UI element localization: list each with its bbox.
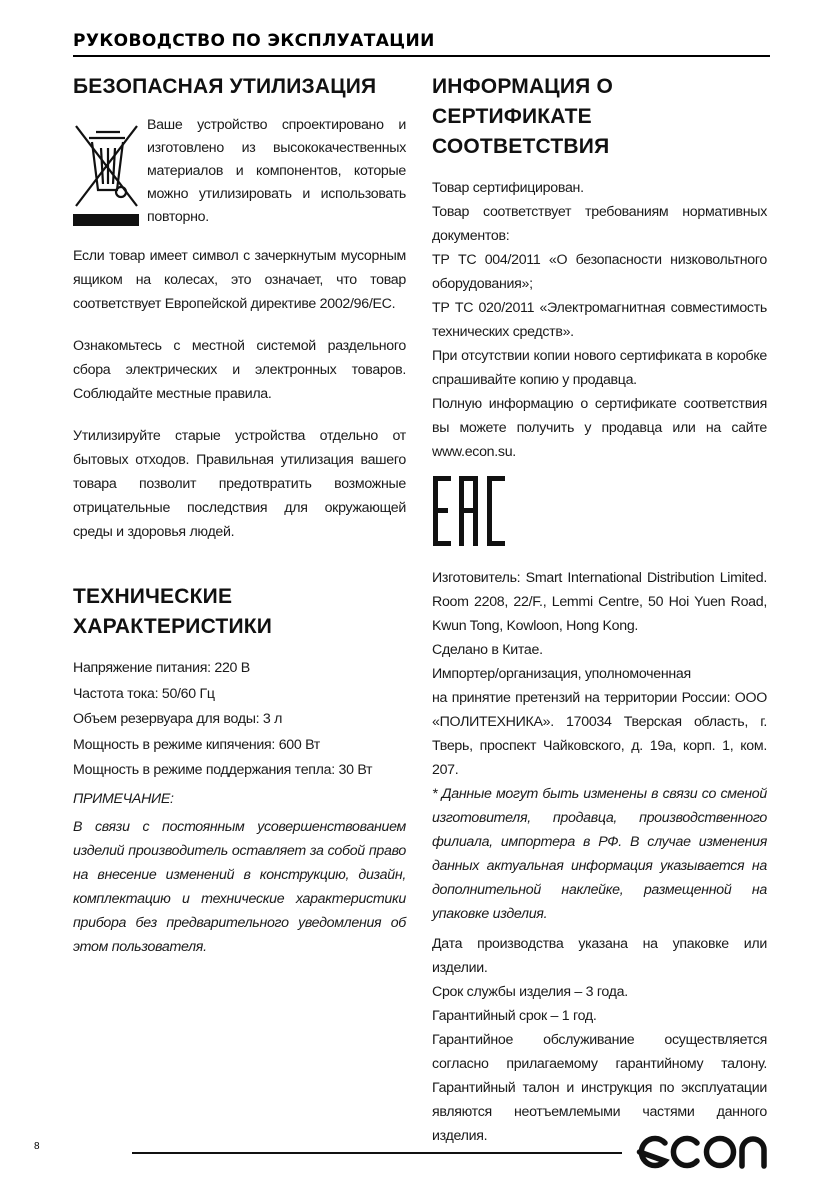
note-text: В связи с постоянным усовершенствованием изделий производитель оставляет за собой право на внесение изменений в конструкцию, дизайн, комплектацию и технические характеристики прибора без предварительного уведомления об этом пользователя. [73,818,406,955]
warranty-text: Гарантийный срок – 1 год. [432,1008,597,1024]
spec-item: Объем резервуара для воды: 3 л [73,711,283,727]
specs-list [73,656,406,784]
disclaimer-text: * Данные могут быть изменены в связи со сменой изготовителя, продавца, производственного филиала, импортера в РФ. В случае изменения данных актуальная информация указывается на дополнительной наклейке, размещенной на упаковке изделия. [432,786,767,922]
manufacturer-text: Изготовитель: Smart International Distribution Limited. Room 2208, 22/F., Lemmi Centre, 50 Hoi Yuen Road, Kwun Tong, Kowloon, Hong Kong. [432,570,767,634]
page-number: 8 [34,1141,40,1152]
right-column [432,72,767,1148]
spec-item: Напряжение питания: 220 В [73,660,250,676]
made-in-text: Сделано в Китае. [432,642,543,658]
econ-logo [634,1128,770,1172]
spec-item: Частота тока: 50/60 Гц [73,685,215,702]
certificate-line: Полную информацию о сертификате соответствия вы можете получить у продавца или на сайте www.econ.su. [432,396,767,460]
specs-title: ТЕХНИЧЕСКИЕ ХАРАКТЕРИСТИКИ [73,585,273,638]
eac-logo [432,476,512,548]
footer-rule [132,1152,622,1154]
certificate-text [432,176,767,464]
spec-item: Мощность в режиме поддержания тепла: 30 Вт [73,762,373,778]
disposal-paragraph: Ознакомьтесь с местной системой раздельного сбора электрических и электронных товаров. Соблюдайте местные правила. [73,338,406,402]
production-date-text: Дата производства указана на упаковке или изделии. [432,936,767,976]
certificate-line: Товар сертифицирован. [432,180,584,196]
importer-label: Импортер/организация, уполномоченная [432,666,691,682]
disposal-paragraph: Если товар имеет символ с зачеркнутым мусорным ящиком на колесах, это означает, что товар соответствует Европейской директиве 2002/96/ЕС. [73,248,406,312]
certificate-line: ТР ТС 004/2011 «О безопасности низковольтного оборудования»; [432,252,767,292]
certificate-line: Товар соответствует требованиям нормативных документов: [432,204,767,244]
left-column [73,72,406,959]
header-title: РУКОВОДСТВО ПО ЭКСПЛУАТАЦИИ [73,31,435,51]
certificate-line: ТР ТС 020/2011 «Электромагнитная совместимость технических средств». [432,300,767,340]
spec-item: Мощность в режиме кипячения: 600 Вт [73,736,321,753]
disposal-title: БЕЗОПАСНАЯ УТИЛИЗАЦИЯ [73,75,377,98]
certificate-line: При отсутствии копии нового сертификата в коробке спрашивайте копию у продавца. [432,348,767,388]
service-life-text: Срок службы изделия – 3 года. [432,984,628,1000]
certificate-title: ИНФОРМАЦИЯ О СЕРТИФИКАТЕ СООТВЕТСТВИЯ [432,75,614,158]
disposal-paragraph: Утилизируйте старые устройства отдельно от бытовых отходов. Правильная утилизация вашего товара позволит предотвратить возможные отрицательные последствия для окружающей среды и здоровья людей. [73,428,406,540]
note-title: ПРИМЕЧАНИЕ: [73,790,174,807]
eac-mark [432,476,767,548]
crossed-bin-icon [73,118,139,226]
recycle-block [73,114,406,226]
warranty-service-text: Гарантийное обслуживание осуществляется согласно прилагаемому гарантийному талону. Гарантийный талон и инструкция по эксплуатации являются неотъемлемыми частями данного изделия. [432,1032,767,1144]
recycle-text: Ваше устройство спроектировано и изготовлено из высококачественных материалов и компонентов, которые можно утилизировать и использовать повторно. [147,117,406,225]
page-header [73,30,770,52]
importer-text: на принятие претензий на территории России: ООО «ПОЛИТЕХНИКА». 170034 Тверская область, г. Тверь, проспект Чайковского, д. 19а, корп. 1, ком. 207. [432,690,767,778]
header-rule [73,55,770,57]
manufacturer-info [432,566,767,1148]
